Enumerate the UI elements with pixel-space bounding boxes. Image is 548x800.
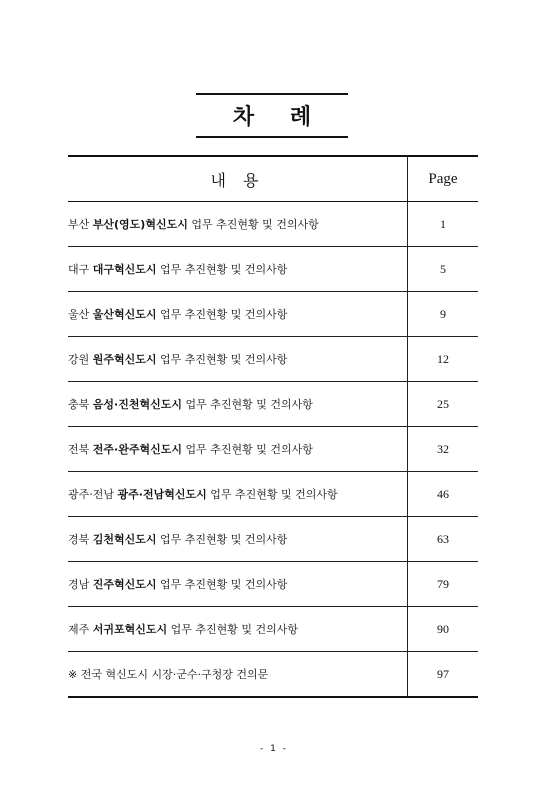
toc-page-number: 79 — [408, 562, 479, 607]
toc-entry — [68, 517, 408, 562]
toc-description: 업무 추진현황 및 건의사항 — [160, 578, 288, 591]
toc-description: 업무 추진현황 및 건의사항 — [160, 353, 288, 366]
toc-city: 원주혁신도시 — [92, 353, 157, 366]
toc-description: 업무 추진현황 및 건의사항 — [210, 488, 338, 501]
toc-region: 울산 — [68, 308, 90, 321]
toc-row — [68, 652, 478, 698]
toc-region: 강원 — [68, 353, 90, 366]
toc-city: 김천혁신도시 — [92, 533, 157, 546]
toc-region: ※ — [68, 668, 78, 681]
toc-page-number: 5 — [408, 247, 479, 292]
toc-page-number: 63 — [408, 517, 479, 562]
toc-page-number: 12 — [408, 337, 479, 382]
toc-row — [68, 472, 478, 517]
toc-region: 광주·전남 — [68, 488, 115, 501]
toc-body — [68, 202, 478, 698]
table-of-contents — [68, 155, 478, 698]
toc-row — [68, 562, 478, 607]
toc-entry — [68, 472, 408, 517]
toc-entry — [68, 247, 408, 292]
toc-city: 진주혁신도시 — [92, 578, 157, 591]
toc-page-number: 32 — [408, 427, 479, 472]
toc-city: 울산혁신도시 — [92, 308, 157, 321]
toc-description: 업무 추진현황 및 건의사항 — [160, 533, 288, 546]
toc-page-number: 25 — [408, 382, 479, 427]
toc-region: 제주 — [68, 623, 90, 636]
toc-row — [68, 292, 478, 337]
header-page: Page — [408, 156, 479, 202]
toc-row — [68, 337, 478, 382]
toc-city: 대구혁신도시 — [92, 263, 157, 276]
toc-city: 광주·전남혁신도시 — [117, 488, 207, 501]
toc-description: 업무 추진현황 및 건의사항 — [160, 263, 288, 276]
toc-city: 부산(영도)혁신도시 — [92, 218, 188, 231]
header-content: 내 용 — [68, 156, 408, 202]
toc-entry — [68, 382, 408, 427]
toc-description: 업무 추진현황 및 건의사항 — [191, 218, 319, 231]
toc-entry — [68, 202, 408, 247]
toc-description: 업무 추진현황 및 건의사항 — [170, 623, 299, 636]
toc-row — [68, 202, 478, 247]
toc-description: 업무 추진현황 및 건의사항 — [185, 398, 313, 411]
page-number-footer: - 1 - — [260, 744, 288, 754]
toc-region: 부산 — [68, 218, 90, 231]
toc-description: 업무 추진현황 및 건의사항 — [160, 308, 288, 321]
toc-entry — [68, 427, 408, 472]
toc-page-number: 90 — [408, 607, 479, 652]
toc-entry — [68, 292, 408, 337]
document-title-box — [196, 93, 348, 138]
toc-row — [68, 427, 478, 472]
toc-region: 충북 — [68, 398, 90, 411]
toc-row — [68, 247, 478, 292]
toc-city: 음성·진천혁신도시 — [92, 398, 182, 411]
toc-entry — [68, 607, 408, 652]
toc-header-row — [68, 156, 478, 202]
toc-page-number: 1 — [408, 202, 479, 247]
toc-description: 업무 추진현황 및 건의사항 — [185, 443, 313, 456]
toc-row — [68, 382, 478, 427]
toc-page-number: 46 — [408, 472, 479, 517]
toc-city: 서귀포혁신도시 — [92, 623, 168, 636]
toc-region: 전북 — [68, 443, 90, 456]
toc-page-number: 9 — [408, 292, 479, 337]
toc-row — [68, 517, 478, 562]
toc-region: 경남 — [68, 578, 90, 591]
toc-entry — [68, 652, 408, 698]
toc-page-number: 97 — [408, 652, 479, 698]
toc-region: 경북 — [68, 533, 90, 546]
toc-region: 대구 — [68, 263, 90, 276]
toc-city: 전주·완주혁신도시 — [92, 443, 182, 456]
toc-description: 전국 혁신도시 시장·군수·구청장 건의문 — [80, 668, 269, 681]
toc-entry — [68, 562, 408, 607]
toc-entry — [68, 337, 408, 382]
toc-row — [68, 607, 478, 652]
document-title: 차 례 — [232, 105, 326, 130]
